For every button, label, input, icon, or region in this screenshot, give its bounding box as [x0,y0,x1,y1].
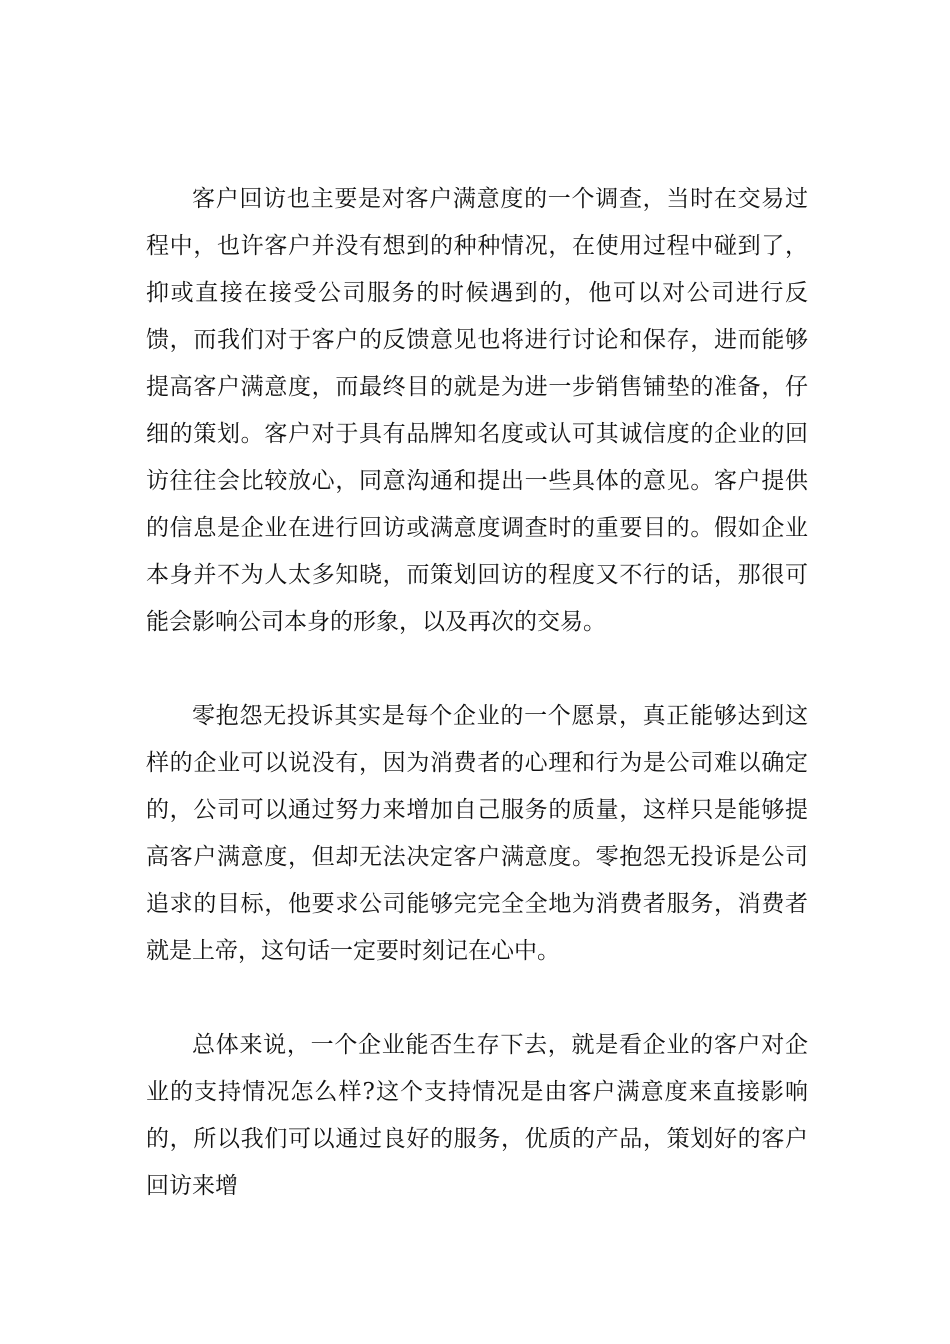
document-body [146,176,808,1210]
paragraph-customer-follow-up: 客户回访也主要是对客户满意度的一个调查，当时在交易过程中，也许客户并没有想到的种种情况，在使用过程中碰到了，抑或直接在接受公司服务的时候遇到的，他可以对公司进行反馈，而我们对于客户的反馈意见也将进行讨论和保存，进而能够提高客户满意度，而最终目的就是为进一步销售铺垫的准备，仔细的策划。客户对于具有品牌知名度或认可其诚信度的企业的回访往往会比较放心，同意沟通和提出一些具体的意见。客户提供的信息是企业在进行回访或满意度调查时的重要目的。假如企业本身并不为人太多知晓，而策划回访的程度又不行的话，那很可能会影响公司本身的形象，以及再次的交易。 [146,186,808,635]
paragraph-summary: 总体来说，一个企业能否生存下去，就是看企业的客户对企业的支持情况怎么样?这个支持情况是由客户满意度来直接影响的，所以我们可以通过良好的服务，优质的产品，策划好的客户回访来增 [146,1032,808,1199]
paragraph-zero-complaints: 零抱怨无投诉其实是每个企业的一个愿景，真正能够达到这样的企业可以说没有，因为消费者的心理和行为是公司难以确定的，公司可以通过努力来增加自己服务的质量，这样只是能够提高客户满意度，但却无法决定客户满意度。零抱怨无投诉是公司追求的目标，他要求公司能够完完全全地为消费者服务，消费者就是上帝，这句话一定要时刻记在心中。 [146,703,808,964]
